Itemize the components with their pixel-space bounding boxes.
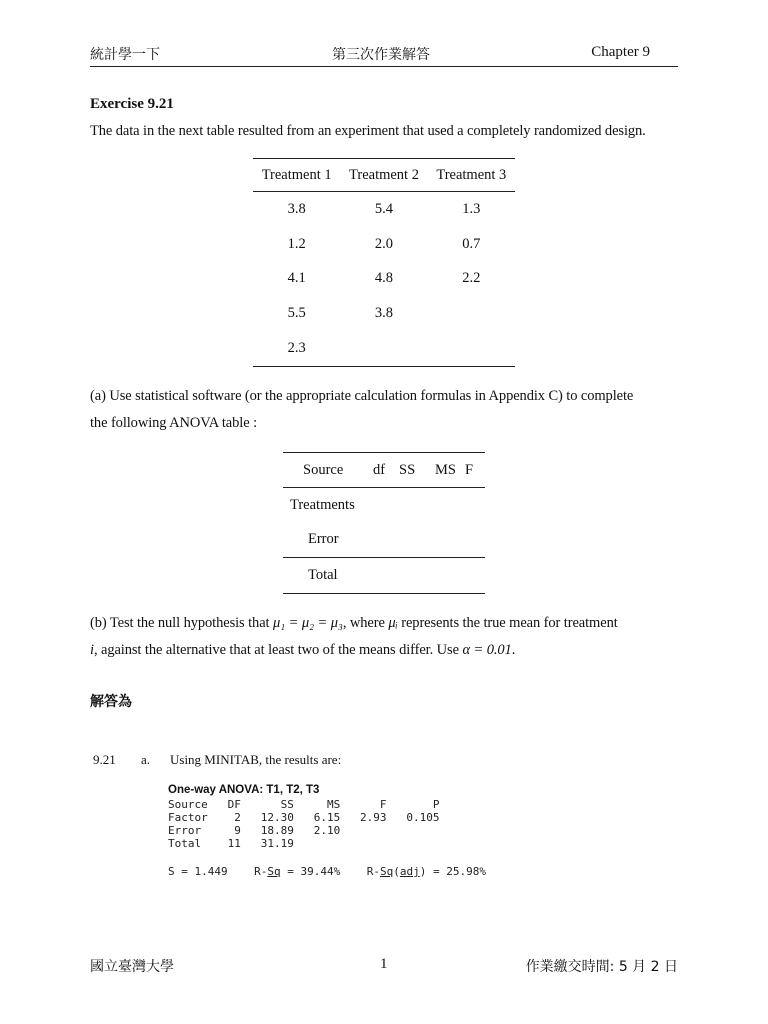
part-a-line2: the following ANOVA table : — [90, 415, 257, 431]
anova-col-header: SS — [398, 453, 434, 488]
cell: 0.7 — [462, 235, 481, 252]
alpha-value: α = 0.01 — [462, 642, 512, 658]
hypothesis-math: μ₁ = μ₂ = μ₃ — [273, 615, 343, 631]
table-row — [283, 523, 485, 558]
cell: 3.8 — [374, 305, 394, 322]
anova-header — [283, 453, 485, 488]
table-row — [253, 296, 515, 331]
anova-table — [283, 452, 485, 594]
cell: 5.4 — [374, 200, 394, 217]
exercise-title: Exercise 9.21 — [90, 96, 174, 112]
minitab-output-total: Total 11 31.19 — [168, 837, 294, 850]
header-chapter: Chapter 9 — [591, 44, 650, 60]
header-title: 第三次作業解答 — [332, 47, 430, 63]
cell: 1.3 — [462, 200, 481, 217]
table-row — [253, 192, 515, 227]
data-table-header — [253, 159, 515, 192]
page-number: 1 — [380, 956, 388, 972]
page-header — [90, 44, 678, 67]
exercise-intro: The data in the next table resulted from an experiment that used a completely randomized design. — [90, 123, 646, 139]
table-row — [253, 331, 515, 366]
anova-source: Treatments — [290, 496, 355, 513]
minitab-output-summary: S = 1.449 R-Sq = 39.44% R-Sq(adj) = 25.98% — [168, 865, 486, 878]
solution-title: 解答為 — [90, 694, 132, 710]
cell: 5.5 — [287, 305, 306, 322]
cell: 2.2 — [462, 270, 481, 287]
table-row — [253, 262, 515, 297]
data-table — [253, 158, 515, 367]
table-row — [283, 558, 485, 594]
minitab-output-header: Source DF SS MS F P — [168, 798, 440, 811]
mu-i: μᵢ — [388, 615, 398, 631]
table-row — [253, 227, 515, 262]
cell: 4.8 — [374, 270, 394, 287]
anova-col-header: df — [372, 453, 398, 488]
col-header: Treatment 3 — [428, 159, 515, 192]
part-b-line2: i, against the alternative that at least two of the means differ. Use α = 0.01. — [90, 642, 516, 658]
anova-col-header: Source — [283, 453, 372, 488]
anova-source: Total — [283, 558, 372, 594]
cell: 1.2 — [287, 235, 306, 252]
solution-intro: Using MINITAB, the results are: — [170, 752, 342, 767]
footer-deadline: 作業繳交時間: 5 月 2 日 — [525, 959, 678, 975]
solution-part: a. — [141, 752, 151, 767]
solution-number: 9.21 — [93, 752, 116, 767]
part-b-line1: (b) Test the null hypothesis that μ₁ = μ₂ = μ₃, where μᵢ represents the true mean for treatment — [90, 615, 618, 631]
header-course: 統計學一下 — [90, 47, 160, 63]
cell — [428, 296, 515, 331]
anova-col-header: F — [464, 453, 485, 488]
cell: 2.0 — [374, 235, 394, 252]
anova-source: Error — [308, 531, 339, 548]
col-header: Treatment 1 — [253, 159, 340, 192]
footer-university: 國立臺灣大學 — [90, 959, 174, 975]
col-header: Treatment 2 — [340, 159, 427, 192]
anova-col-header: MS — [434, 453, 464, 488]
part-a-line1: (a) Use statistical software (or the appropriate calculation formulas in Appendix C) to complete — [90, 388, 634, 404]
minitab-output-factor: Factor 2 12.30 6.15 2.93 0.105 — [168, 811, 440, 824]
minitab-output-title: One-way ANOVA: T1, T2, T3 — [168, 784, 320, 796]
cell: 4.1 — [287, 270, 306, 287]
cell: 2.3 — [287, 340, 306, 357]
cell — [340, 331, 427, 366]
table-row — [283, 488, 485, 523]
cell — [428, 331, 515, 366]
cell: 3.8 — [287, 200, 306, 217]
minitab-output-error: Error 9 18.89 2.10 — [168, 824, 341, 837]
